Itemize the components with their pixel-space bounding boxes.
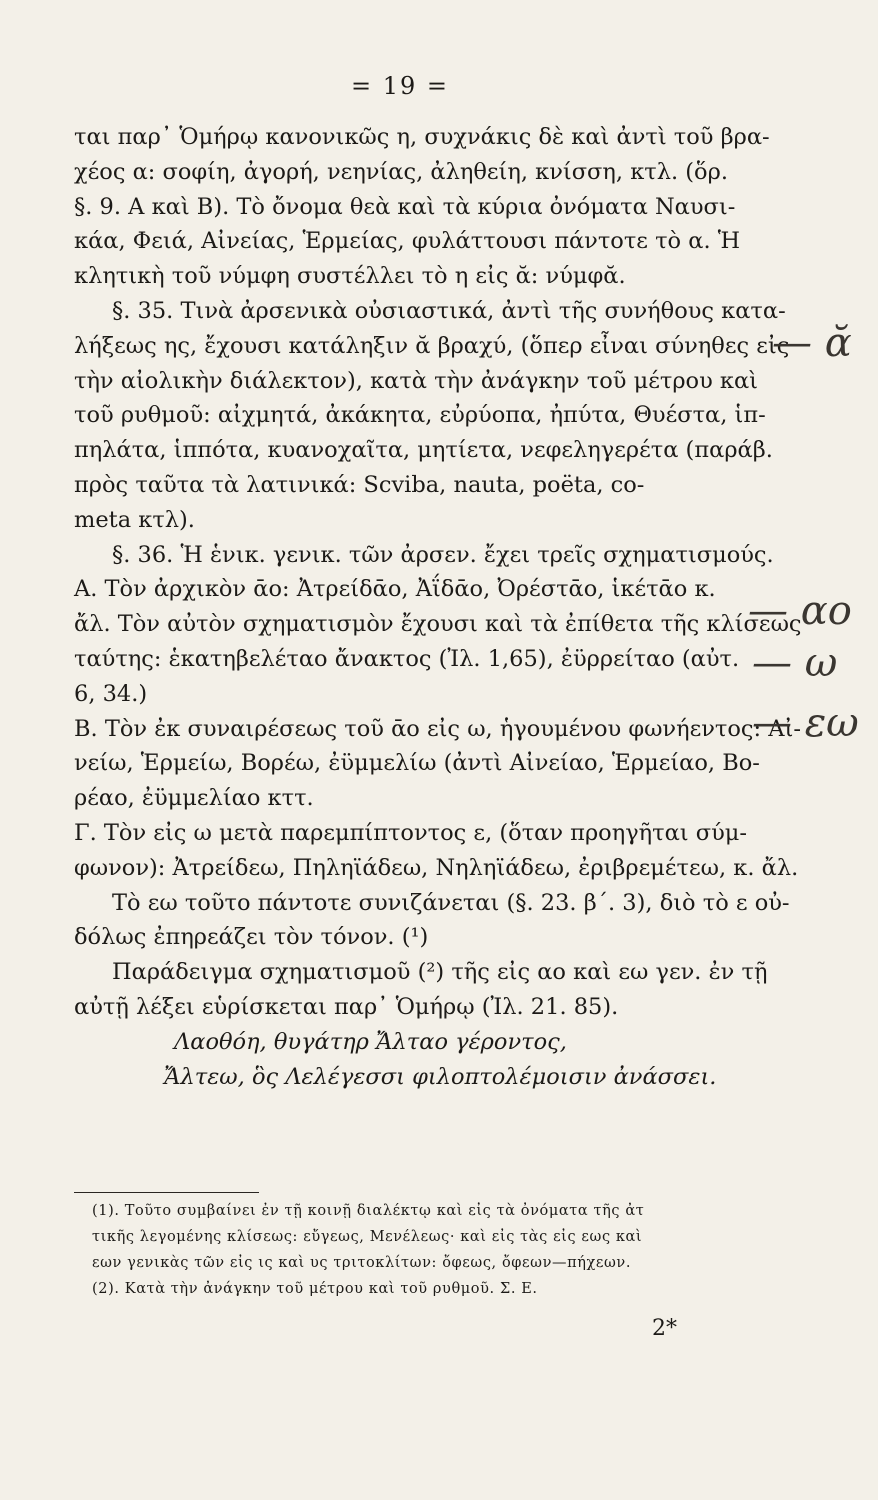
margin-note: — ᾰ <box>772 320 852 366</box>
section-35-heading: §. 35. Τινὰ ἀρσενικὰ οὐσιαστικά, ἀντὶ τῆς συνήθους κατα- <box>112 297 786 324</box>
text-line: Γ. Τὸν εἰς ω μετὰ παρεμπίπτοντος ε, (ὅταν προηγῆται σύμ- <box>74 819 748 846</box>
text-line: Α. Τὸν ἀρχικὸν ᾱο: Ἀτρείδᾱο, Ἀΐδᾱο, Ὀρέστᾱο, ἱκέτᾱο κ. <box>74 576 716 603</box>
text-line: ρέαο, ἐϋμμελίαο κττ. <box>74 785 314 812</box>
text-line: meta κτλ). <box>74 506 195 533</box>
text-line: λήξεως ης, ἔχουσι κατάληξιν ᾰ βραχύ, (ὅπερ εἶναι σύνηθες εἰς <box>74 332 790 359</box>
text-line: αὐτῇ λέξει εὑρίσκεται παρ᾽ Ὁμήρῳ (Ἰλ. 21. 85). <box>74 993 619 1020</box>
footnotes <box>92 1198 752 1302</box>
text-line: Β. Τὸν ἐκ συναιρέσεως τοῦ ᾱο εἰς ω, ἡγουμένου φωνήεντος: Αἰ- <box>74 715 801 742</box>
text-line: πηλάτα, ἱππότα, κυανοχαῖτα, μητίετα, νεφεληγερέτα (παράβ. <box>74 437 773 464</box>
text-line: τοῦ ρυθμοῦ: αἰχμητά, ἀκάκητα, εὐρύοπα, ἠπύτα, Θυέστα, ἱπ- <box>74 402 766 429</box>
text-line: νείω, Ἑρμείω, Βορέω, ἐϋμμελίω (ἀντὶ Αἰνείαο, Ἑρμείαο, Βο- <box>74 750 760 777</box>
page-number: = 19 = <box>350 72 449 100</box>
footnote-line: τικῆς λεγομένης κλίσεως: εὔγεως, Μενέλεως· καὶ εἰς τὰς εἰς εως καὶ <box>92 1229 643 1245</box>
verse-line: Λαοθόη, θυγάτηρ Ἄλταο γέροντος, <box>174 1028 567 1055</box>
text-line: τὴν αἰολικὴν διάλεκτον), κατὰ τὴν ἀνάγκην τοῦ μέτρου καὶ <box>74 367 758 394</box>
footnote-rule <box>74 1192 259 1193</box>
section-36-heading: §. 36. Ἡ ἑνικ. γενικ. τῶν ἀρσεν. ἔχει τρεῖς σχηματισμούς. <box>112 541 774 568</box>
text-line: §. 9. Α καὶ Β). Τὸ ὄνομα θεὰ καὶ τὰ κύρια ὀνόματα Ναυσι- <box>74 193 736 220</box>
text-line: Παράδειγμα σχηματισμοῦ (²) τῆς εἰς αο καὶ εω γεν. ἐν τῇ <box>112 959 768 986</box>
text-line: χέος α: σοφίη, ἀγορή, νεηνίας, ἀληθείη, κνίσση, κτλ. (ὅρ. <box>74 158 728 185</box>
text-line: ταύτης: ἑκατηβελέταο ἄνακτος (Ἰλ. 1,65), ἐϋρρείταο (αὐτ. <box>74 645 740 672</box>
text-line: κάα, Φειά, Αἰνείας, Ἑρμείας, φυλάττουσι πάντοτε τὸ α. Ἡ <box>74 228 741 255</box>
text-line: φωνον): Ἀτρείδεω, Πηληϊάδεω, Νηληϊάδεω, ἐριβρεμέτεω, κ. ἄλ. <box>74 854 799 881</box>
signature-mark: 2* <box>652 1316 677 1341</box>
text-line: Τὸ εω τοῦτο πάντοτε συνιζάνεται (§. 23. β΄. 3), διὸ τὸ ε οὐ- <box>112 889 790 916</box>
footnote-line: (2). Κατὰ τὴν ἀνάγκην τοῦ μέτρου καὶ τοῦ ρυθμοῦ. Σ. Ε. <box>92 1281 538 1297</box>
footnote-line: (1). Τοῦτο συμβαίνει ἐν τῇ κοινῇ διαλέκτῳ καὶ εἰς τὰ ὀνόματα τῆς ἀτ <box>92 1203 645 1219</box>
text-line: 6, 34.) <box>74 680 148 707</box>
text-line: πρὸς ταῦτα τὰ λατινικά: Scviba, nauta, poëta, co- <box>74 471 645 498</box>
text-line: ται παρ᾽ Ὁμήρῳ κανονικῶς η, συχνάκις δὲ καὶ ἀντὶ τοῦ βρα- <box>74 124 770 150</box>
footnote-line: εων γενικὰς τῶν εἰς ις καὶ υς τριτοκλίτων: ὄφεως, ὄφεων—πήχεων. <box>92 1255 632 1271</box>
margin-note: — ω <box>752 640 838 686</box>
text-line: κλητικὴ τοῦ νύμφη συστέλλει τὸ η εἰς ᾰ: νύμφᾰ. <box>74 263 626 290</box>
margin-note: — εω <box>752 700 859 746</box>
body-text <box>74 120 802 1094</box>
text-line: ἄλ. Τὸν αὐτὸν σχηματισμὸν ἔχουσι καὶ τὰ ἐπίθετα τῆς κλίσεως <box>74 611 802 638</box>
text-line: δόλως ἐπηρεάζει τὸν τόνον. (¹) <box>74 924 429 951</box>
verse-line: Ἄλτεω, ὃς Λελέγεσσι φιλοπτολέμοισιν ἀνάσσει. <box>164 1063 717 1090</box>
margin-note: — αο <box>748 588 852 634</box>
